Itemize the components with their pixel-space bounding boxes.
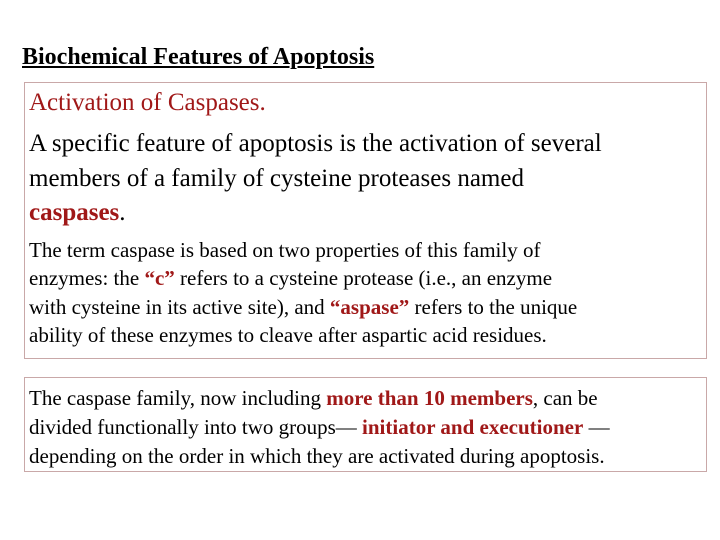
- paragraph-line: [29, 386, 598, 411]
- paragraph-line: [29, 415, 610, 440]
- text-fragment: The caspase family, now including: [29, 386, 327, 410]
- caspases-term: caspases: [29, 199, 120, 226]
- text-fragment: —: [583, 415, 610, 439]
- groups-term: initiator and executioner: [362, 415, 584, 439]
- members-count-term: more than 10 members: [326, 386, 533, 410]
- text-fragment: with cysteine in its active site), and: [29, 295, 330, 319]
- text-fragment: divided functionally into two groups—: [29, 415, 363, 439]
- paragraph-line: A specific feature of apoptosis is the activation of several: [29, 130, 602, 157]
- paragraph-line: [29, 295, 577, 320]
- c-term: “c”: [144, 266, 175, 290]
- aspase-term: “aspase”: [329, 295, 410, 319]
- paragraph-line: [29, 266, 552, 291]
- text-fragment: .: [119, 199, 126, 226]
- slide-title: Biochemical Features of Apoptosis: [22, 44, 375, 70]
- text-fragment: enzymes: the: [29, 266, 145, 290]
- caspase-activation-box: [24, 82, 707, 359]
- paragraph-line: [29, 199, 126, 227]
- text-fragment: refers to a cysteine protease (i.e., an enzyme: [174, 266, 553, 290]
- paragraph-line: ability of these enzymes to cleave after aspartic acid residues.: [29, 323, 547, 347]
- caspase-family-box: [24, 377, 707, 472]
- text-fragment: , can be: [532, 386, 598, 410]
- paragraph-line: members of a family of cysteine proteases named: [29, 165, 524, 192]
- paragraph-line: The term caspase is based on two properties of this family of: [29, 238, 541, 262]
- box-heading: Activation of Caspases.: [29, 89, 266, 116]
- text-fragment: refers to the unique: [409, 295, 578, 319]
- paragraph-line: depending on the order in which they are activated during apoptosis.: [29, 444, 605, 468]
